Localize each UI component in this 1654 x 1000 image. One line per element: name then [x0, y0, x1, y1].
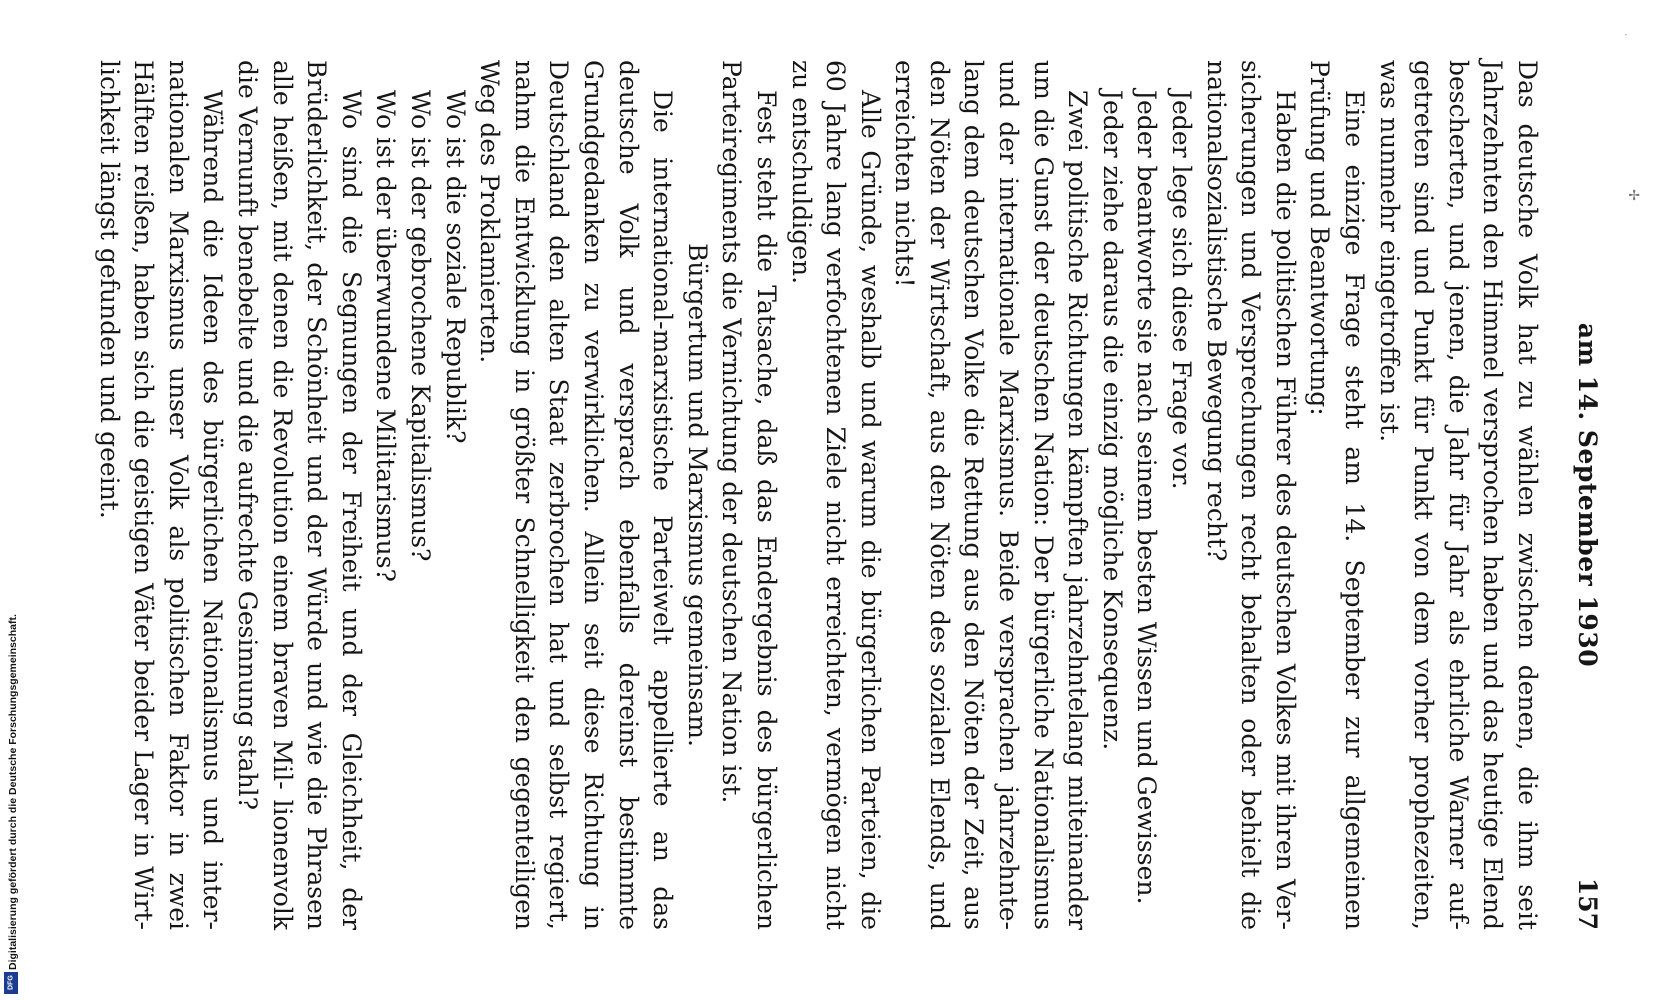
digitization-credit: [0, 590, 26, 1000]
paragraph: Wo ist der gebrochene Kapitalismus?: [406, 90, 435, 562]
paragraph: Das deutsche Volk hat zu wählen zwischen denen, die ihm seit Jahrzehnten den Himmel versprochen haben und das heutige Elend bescherten, und jenen, die Jahr für Jahr als ehrliche Warner auf- getreten sind und Punkt für Punkt von dem vorher prophezeiten, was nunmehr eingetroffen ist.: [1374, 60, 1542, 930]
paragraph: Eine einzige Frage steht am 14. September zur allgemeinen Prüfung und Beantwortung:: [1305, 60, 1370, 930]
paragraph: Jeder ziehe daraus die einzig mögliche Konsequenz.: [1097, 90, 1127, 751]
paragraph: Zwei politische Richtungen kämpften jahrzehntelang miteinander um die Gunst der deutschen Nation: Der bürgerliche Nationalismus und der internationale Marxismus. Beide versprachen jahrzehnte- lang dem deutschen Volke die Rettung aus den Nöten der Zeit, aus den Nöten der Wirtschaft, aus den Nöten des sozialen Elends, und erreichten nichts!: [890, 60, 1093, 930]
paragraph: Wo ist die soziale Republik?: [440, 90, 470, 444]
section-heading: Bürgertum und Marxismus gemeinsam.: [682, 243, 712, 747]
paragraph: Alle Gründe, weshalb und warum die bürgerlichen Parteien, die 60 Jahre lang verfochtenen Ziele nicht erreichten, vermögen nicht zu entschuldigen.: [786, 60, 885, 930]
page-header: [1562, 60, 1602, 930]
page-number: 157: [1573, 877, 1602, 930]
body-text: [91, 60, 1544, 930]
running-head: am 14. September 1930: [1573, 322, 1602, 668]
paragraph: Jeder lege sich diese Frage vor.: [1167, 90, 1197, 490]
paragraph: Fest steht die Tatsache, daß das Endergebnis des bürgerlichen Parteiregiments die Vernichtung der deutschen Nation ist.: [717, 60, 781, 930]
dfg-logo-icon: DFG: [4, 972, 18, 994]
margin-mark: ✢: [1628, 188, 1640, 204]
margin-mark: ·: [1624, 28, 1628, 42]
paragraph: Jeder beantworte sie nach seinem besten Wissen und Gewissen.: [1132, 90, 1162, 905]
credit-text: Digitalisierung gefördert durch die Deutsche Forschungsgemeinschaft.: [7, 614, 19, 970]
paragraph: Während die Ideen des bürgerlichen Nationalismus und inter- nationalen Marxismus unser Volk als politischen Faktor in zwei Hälften reißen, haben sich die geistigen Väter beider Lager in Wirt- lichkeit längst gefunden und geeint.: [94, 60, 228, 930]
paragraph: Wo sind die Segnungen der Freiheit und der Gleichheit, der Brüderlichkeit, der Schönheit und der Würde und wie die Phrasen alle heißen, mit denen die Revolution einem braven Mil- lionenvolk die Vernunft benebelte und die aufrechte Gesinnung stahl?: [233, 60, 366, 930]
paragraph: Die international-marxistische Parteiwelt appellierte an das deutsche Volk und versprach ebenfalls dereinst bestimmte Grundgedanken zu verwirklichen. Allein seit diese Richtung in Deutschland den alten Staat zerbrochen hat und selbst regiert, nahm die Entwicklung in größter Schnelligkeit den gegenteiligen Weg des Proklamierten.: [475, 60, 678, 930]
paragraph: Wo ist der überwundene Militarismus?: [371, 90, 401, 582]
paragraph: Haben die politischen Führer des deutschen Volkes mit ihren Ver- sicherungen und Versprechungen recht behalten oder behielt die nationalsozialistische Bewegung recht?: [1201, 60, 1300, 930]
